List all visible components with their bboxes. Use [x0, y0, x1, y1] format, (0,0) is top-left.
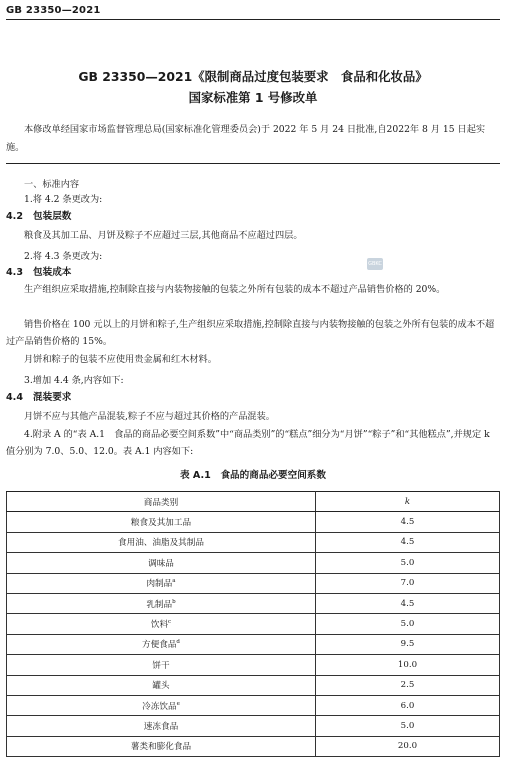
clause-4-2-heading [6, 208, 71, 222]
category-cell [7, 573, 316, 593]
k-value-cell: 4.5 [316, 532, 500, 552]
table-row [7, 593, 500, 613]
k-value-cell: 9.5 [316, 634, 500, 654]
category-name: 方便食品 [142, 640, 177, 651]
k-value-cell: 4.5 [316, 593, 500, 613]
category-cell [7, 736, 316, 756]
clause-title: 混装要求 [33, 392, 72, 403]
clause-title: 包装成本 [33, 267, 72, 278]
table-row [7, 634, 500, 654]
category-cell [7, 634, 316, 654]
clause-number: 4.2 [6, 211, 23, 222]
k-value-cell: 4.5 [316, 512, 500, 532]
footnote-marker: e [176, 700, 180, 707]
table-row [7, 532, 500, 552]
clause-4-3-paragraph-1: 生产组织应采取措施,控制除直接与内装物接触的包装之外所有包装的成本不超过产品销售价格的 20%。 [24, 284, 446, 295]
footnote-marker: c [168, 619, 172, 626]
category-cell [7, 593, 316, 613]
category-cell [7, 695, 316, 715]
category-cell [7, 553, 316, 573]
category-name: 冷冻饮品 [142, 701, 177, 712]
footnote-marker: a [172, 578, 176, 585]
category-name: 调味品 [148, 558, 174, 569]
category-name: 肉制品 [146, 579, 173, 590]
change-1: 1.将 4.2 条更改为: [24, 194, 103, 205]
k-value-cell: 6.0 [316, 695, 500, 715]
clause-4-2-body: 粮食及其加工品、月饼及粽子不应超过三层,其他商品不应超过四层。 [24, 230, 303, 241]
category-name: 饼干 [152, 660, 170, 671]
clause-4-4-body: 月饼不应与其他产品混装,粽子不应与超过其价格的产品混装。 [24, 411, 275, 422]
watermark-logo: GBKC [367, 258, 383, 270]
table-row [7, 614, 500, 634]
change-4: 4.附录 A 的“表 A.1 食品的商品必要空间系数”中“商品类别”的“糕点”细分为“月饼”“粽子”和“其他糕点”,并规定 k 值分别为 7.0、5.0、12.0。表 A.1 内容如下: [6, 429, 490, 457]
k-value-cell: 20.0 [316, 736, 500, 756]
category-name: 粮食及其加工品 [130, 518, 192, 529]
category-name: 乳制品 [146, 599, 173, 610]
standard-code: GB 23350—2021 [6, 5, 101, 16]
table-row [7, 675, 500, 695]
footnote-marker: d [176, 639, 180, 646]
category-name: 罐头 [152, 681, 170, 692]
category-name: 饮料 [150, 620, 169, 631]
k-value-cell: 5.0 [316, 614, 500, 634]
section-label: 一、标准内容 [24, 179, 80, 190]
clause-4-3-paragraph-3: 月饼和粽子的包装不应使用贵金属和红木材料。 [24, 354, 217, 365]
table-row [7, 695, 500, 715]
header-category: 商品类别 [7, 492, 316, 512]
clause-number: 4.4 [6, 392, 23, 403]
header-k: k [316, 492, 500, 512]
coefficient-table [6, 491, 500, 757]
k-value-cell: 5.0 [316, 553, 500, 573]
table-row [7, 573, 500, 593]
k-value-cell: 2.5 [316, 675, 500, 695]
header-rule [6, 19, 500, 20]
k-value-cell: 10.0 [316, 655, 500, 675]
category-cell [7, 532, 316, 552]
k-value-cell: 5.0 [316, 716, 500, 736]
clause-number: 4.3 [6, 267, 23, 278]
category-name: 薯类和膨化食品 [130, 742, 192, 753]
category-cell [7, 716, 316, 736]
document-title: GB 23350—2021《限制商品过度包装要求 食品和化妆品》 [78, 69, 428, 84]
document-subtitle: 国家标准第 1 号修改单 [188, 90, 318, 105]
table-row [7, 655, 500, 675]
intro-paragraph: 本修改单经国家市场监督管理总局(国家标准化管理委员会)于 2022 年 5 月 24 日批准,自2022年 8 月 15 日起实施。 [6, 124, 486, 153]
category-name: 食用油、油脂及其制品 [118, 538, 204, 549]
table-row [7, 553, 500, 573]
section-rule [6, 163, 500, 164]
table-header-row [7, 492, 500, 512]
clause-title: 包装层数 [33, 211, 72, 222]
change-2: 2.将 4.3 条更改为: [24, 251, 103, 262]
category-name: 速冻食品 [143, 721, 179, 732]
k-value-cell: 7.0 [316, 573, 500, 593]
category-cell [7, 614, 316, 634]
footnote-marker: b [172, 598, 176, 605]
change-3: 3.增加 4.4 条,内容如下: [24, 375, 124, 386]
table-row [7, 736, 500, 756]
clause-4-3-heading [6, 264, 71, 278]
table-row [7, 716, 500, 736]
clause-4-4-heading [6, 389, 71, 403]
table-caption: 表 A.1 食品的商品必要空间系数 [180, 470, 326, 481]
category-cell [7, 512, 316, 532]
clause-4-3-paragraph-2: 销售价格在 100 元以上的月饼和粽子,生产组织应采取措施,控制除直接与内装物接触的包装之外所有包装的成本不超过产品销售价格的 15%。 [6, 319, 495, 347]
table-row [7, 512, 500, 532]
category-cell [7, 675, 316, 695]
category-cell [7, 655, 316, 675]
